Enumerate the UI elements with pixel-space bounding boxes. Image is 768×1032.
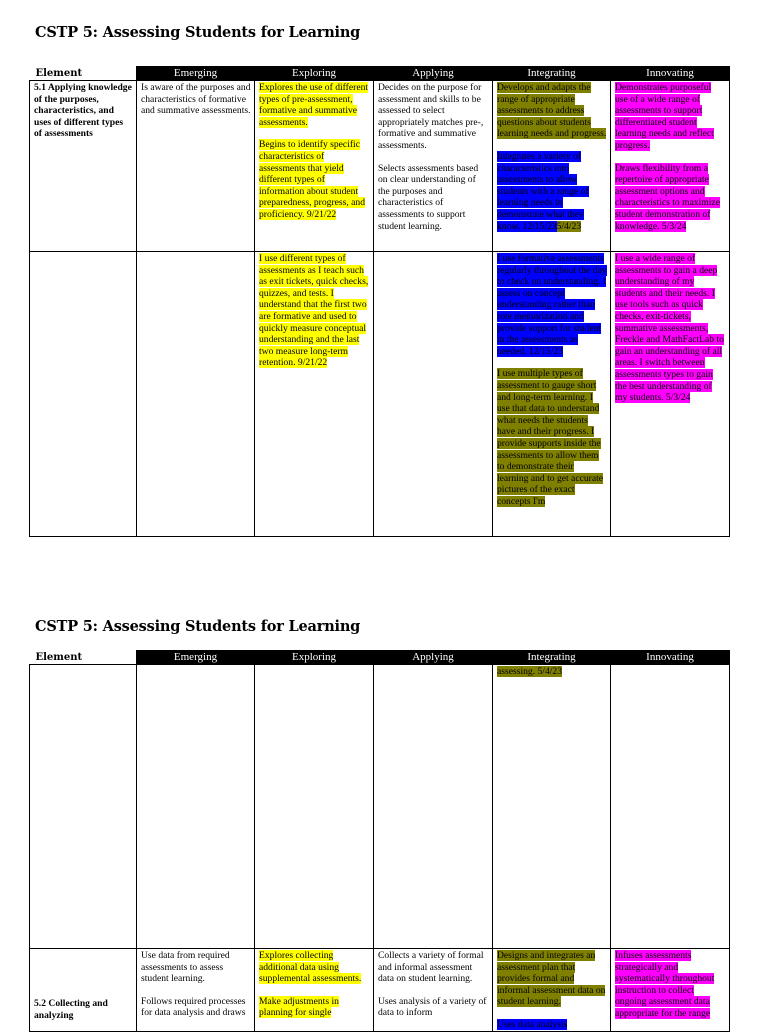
- header-innovating: Innovating: [611, 67, 730, 81]
- header-emerging: Emerging: [137, 67, 255, 81]
- header-integrating: Integrating: [493, 67, 611, 81]
- evidence-text: assessing. 5/4/23: [497, 666, 563, 677]
- highlighted-text: Designs and integrates an assessment plan that provides formal and informal assessment data on student learning.: [497, 950, 606, 1008]
- emerging-cell: [137, 252, 255, 537]
- integrating-cell: [493, 81, 611, 252]
- descriptor-text: Use data from required assessments to assess student learning.: [141, 950, 230, 985]
- integrating-cell: [493, 949, 611, 1032]
- highlighted-text: Uses data analysis: [497, 1018, 568, 1030]
- header-applying: Applying: [374, 651, 493, 665]
- descriptor-text: Uses analysis of a variety of data to inform: [378, 995, 487, 1019]
- highlighted-text: Demonstrates purposeful use of a wide range of assessments to support differentiated student learning needs and reflect progress.: [615, 82, 714, 151]
- innovating-cell: [611, 949, 730, 1032]
- applying-cell: [374, 665, 493, 949]
- integrating-cell: [493, 665, 611, 949]
- descriptor-text: Decides on the purpose for assessment and skills to be assessed to select appropriately matches pre-, formative and summative assessments.: [378, 82, 484, 151]
- exploring-cell: [255, 949, 374, 1032]
- header-integrating: Integrating: [493, 651, 611, 665]
- highlighted-text: Begins to identify specific characteristics of assessments that yield different types of information about student preparedness, progress, and proficiency. 9/21/22: [259, 139, 366, 220]
- element-cell: 5.1 Applying knowledge of the purposes, characteristics, and uses of different types of assessments: [30, 81, 137, 252]
- element-cell: 5.2 Collecting and analyzing: [30, 949, 137, 1032]
- element-cell: [30, 665, 137, 949]
- header-row: [30, 651, 730, 665]
- page-title-2: CSTP 5: Assessing Students for Learning: [35, 618, 361, 635]
- applying-cell: [374, 252, 493, 537]
- page-title: CSTP 5: Assessing Students for Learning: [35, 24, 361, 41]
- descriptor-text: Selects assessments based on clear understanding of the purposes and characteristics of assessments to support student learning.: [378, 162, 479, 232]
- integrating-cell: [493, 252, 611, 537]
- rubric-table-1: [29, 66, 730, 537]
- header-innovating: Innovating: [611, 651, 730, 665]
- highlighted-text: Develops and adapts the range of appropriate assessments to address questions about students learning needs and progress.: [497, 82, 607, 140]
- header-emerging: Emerging: [137, 651, 255, 665]
- table-row: [30, 665, 730, 949]
- innovating-cell: [611, 665, 730, 949]
- evidence-text: I use a wide range of assessments to gain a deep understanding of my students and their needs. I use tools such as quick checks, exit-tickets, summative assessments, Freckle and MathFactLab to gain an understanding of all areas. I switch between assessments types to gain the best understanding of my students. 5/3/24: [615, 253, 724, 404]
- table-row: [30, 252, 730, 537]
- applying-cell: [374, 81, 493, 252]
- evidence-text: I use multiple types of assessment to gauge short and long-term learning. I use that data to understand what needs the students have and their progress. I provide supports inside the assessments to allow them to demonstrate their learning and to get accurate pictures of the exact concepts I'm: [497, 368, 604, 507]
- rubric-table-2: [29, 650, 730, 1032]
- descriptor-text: Is aware of the purposes and characteristics of formative and summative assessments.: [141, 82, 251, 117]
- table-row: [30, 949, 730, 1032]
- highlighted-date: 5/4/23: [556, 220, 582, 232]
- highlighted-text: Draws flexibility from a repertoire of appropriate assessment options and characteristics to maximize student demonstration of knowledge. 5/3/24: [615, 162, 720, 232]
- exploring-cell: [255, 252, 374, 537]
- emerging-cell: [137, 81, 255, 252]
- emerging-cell: [137, 665, 255, 949]
- descriptor-text: Collects a variety of formal and informal assessment data on student learning.: [378, 950, 484, 985]
- header-element: Element: [30, 651, 137, 665]
- innovating-cell: [611, 252, 730, 537]
- evidence-text: I use formative assessments regularly throughout the day to check on understanding. I assess on concept understanding rather than rote memorization and provide support for student in the assessments as needed. 12/15/23: [497, 253, 607, 357]
- table-row: [30, 81, 730, 252]
- highlighted-text: Explores collecting additional data using supplemental assessments.: [259, 950, 362, 985]
- innovating-cell: [611, 81, 730, 252]
- descriptor-text: Follows required processes for data analysis and draws: [141, 995, 246, 1019]
- evidence-text: I use different types of assessments as I teach such as exit tickets, quick checks, quizzes, and tests. I understand that the first two are formative and used to quickly measure conceptual understanding and the last two measure long-term retention. 9/21/22: [259, 253, 369, 369]
- header-row: [30, 67, 730, 81]
- emerging-cell: [137, 949, 255, 1032]
- header-applying: Applying: [374, 67, 493, 81]
- element-cell: [30, 252, 137, 537]
- header-element: Element: [30, 67, 137, 81]
- highlighted-text: Infuses assessments strategically and systematically throughout instruction to collect ongoing assessment data appropriate for the range: [615, 950, 715, 1019]
- applying-cell: [374, 949, 493, 1032]
- highlighted-text: Explores the use of different types of pre-assessment, formative and summative assessments.: [259, 82, 369, 128]
- header-exploring: Exploring: [255, 651, 374, 665]
- exploring-cell: [255, 665, 374, 949]
- header-exploring: Exploring: [255, 67, 374, 81]
- highlighted-text: Integrates a variety of characteristics into assessments to allow students with a range of learning needs to demonstrate what they know. 12/15/23: [497, 150, 589, 232]
- exploring-cell: [255, 81, 374, 252]
- highlighted-text: Make adjustments in planning for single: [259, 995, 339, 1019]
